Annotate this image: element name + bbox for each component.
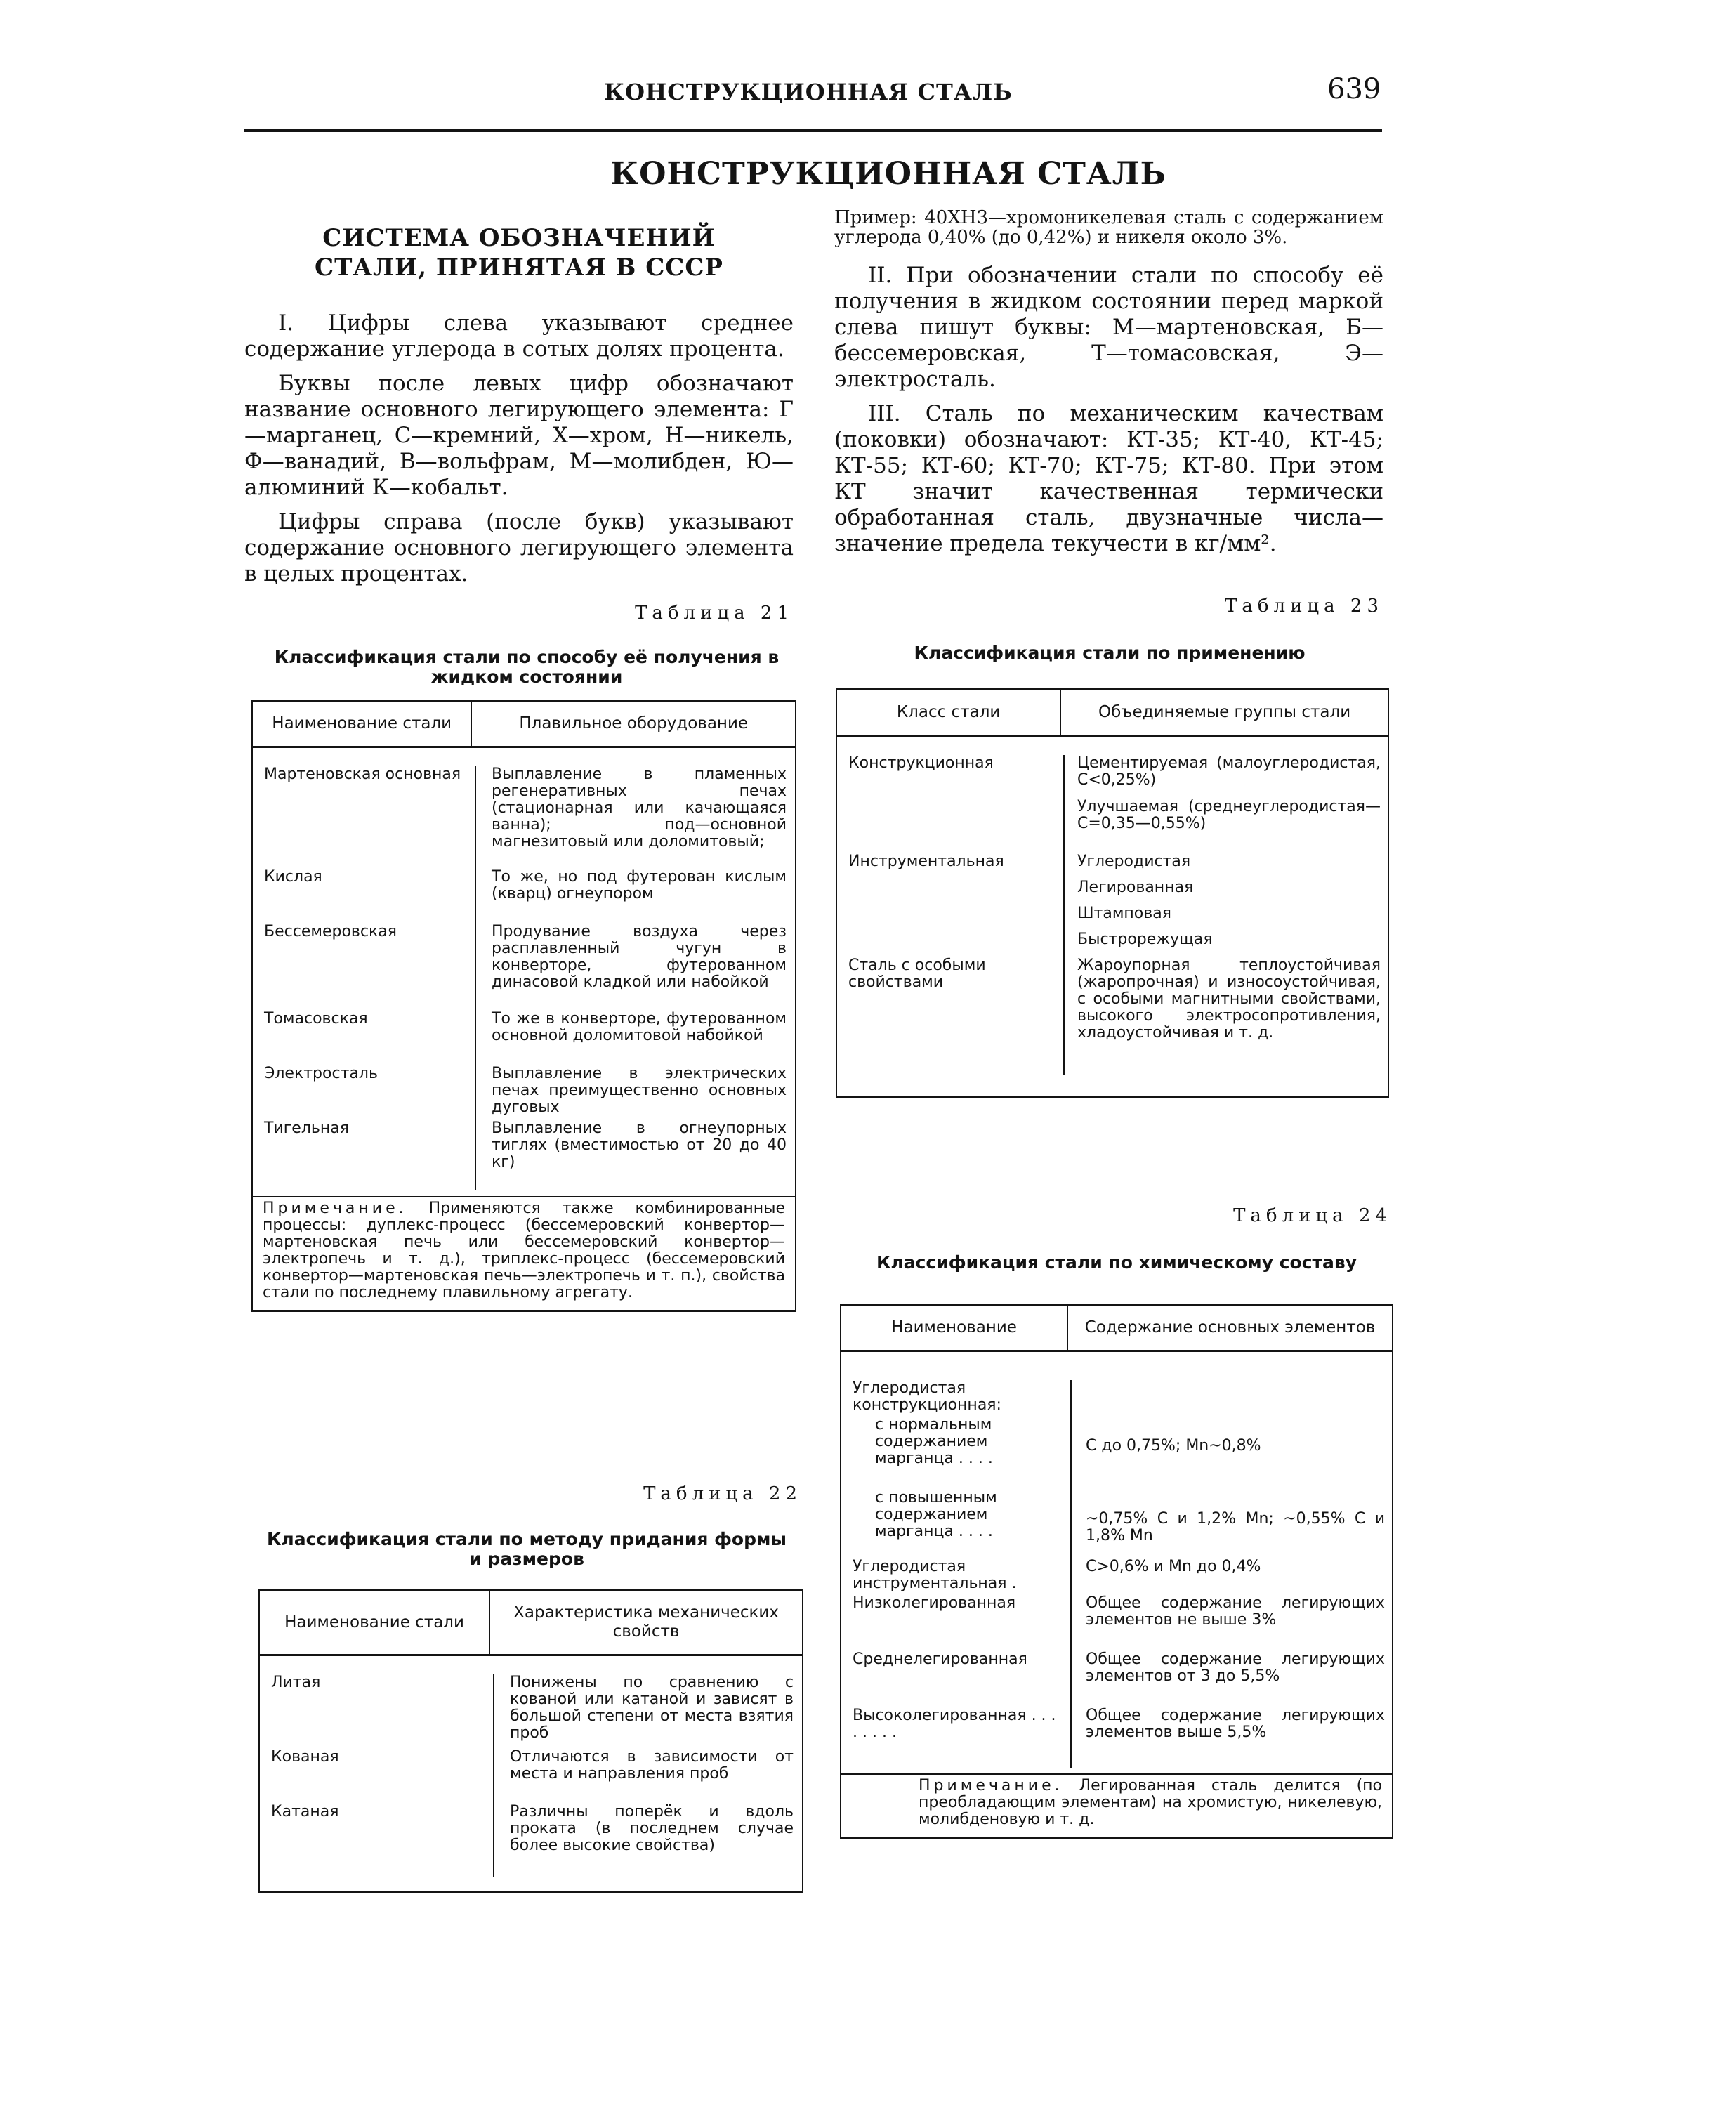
table-cell: с повышенным содержанием марганца . . . . bbox=[875, 1489, 997, 1540]
column-header: Объединяемые группы стали bbox=[1060, 690, 1388, 735]
table-cell: с нормальным содержанием марганца . . . . bbox=[875, 1416, 993, 1467]
table24 bbox=[840, 1304, 1393, 1839]
table-cell: Конструкционная bbox=[848, 754, 994, 772]
right-column-text bbox=[834, 263, 1383, 557]
name-column bbox=[837, 755, 1063, 1075]
value-column bbox=[1070, 1380, 1392, 1768]
table-cell: Легированная bbox=[1077, 879, 1194, 896]
left-column bbox=[244, 223, 794, 596]
section-title: СИСТЕМА ОБОЗНАЧЕНИЙ СТАЛИ, ПРИНЯТАЯ В СССР bbox=[315, 224, 723, 282]
table-cell: С>0,6% и Mn до 0,4% bbox=[1086, 1558, 1261, 1575]
running-title: КОНСТРУКЦИОННАЯ СТАЛЬ bbox=[604, 79, 1013, 105]
name-column bbox=[253, 766, 475, 1190]
table22 bbox=[258, 1589, 803, 1893]
table-cell: ~0,75% С и 1,2% Mn; ~0,55% С и 1,8% Mn bbox=[1086, 1510, 1385, 1544]
table-cell: Мартеновская основная bbox=[264, 766, 461, 783]
table-header bbox=[837, 690, 1388, 737]
table-cell: Улучшаемая (среднеуглеродистая—С=0,35—0,55%) bbox=[1077, 798, 1381, 832]
example-text: Пример: 40ХН3—хромоникелевая сталь с содержанием углерода 0,40% (до 0,42%) и никеля около 3%. bbox=[834, 207, 1383, 248]
table22-caption: Классификация стали по методу придания формы и размеров bbox=[266, 1529, 787, 1569]
table-cell: Низколегированная bbox=[853, 1594, 1016, 1612]
table-cell: Выплавление в огнеупорных тиглях (вместимостью от 20 до 40 кг) bbox=[492, 1120, 787, 1171]
column-header: Содержание основных элементов bbox=[1067, 1306, 1392, 1350]
value-column bbox=[475, 766, 794, 1190]
table-cell: Литая bbox=[271, 1674, 321, 1691]
table-cell: Цементируемая (малоуглеродистая, С<0,25%) bbox=[1077, 754, 1381, 789]
table21-number: Таблица 21 bbox=[635, 603, 794, 624]
column-header: Наименование bbox=[891, 1318, 1017, 1337]
note-label: Примечание. bbox=[919, 1777, 1063, 1794]
header-rule bbox=[244, 129, 1382, 132]
paragraph: II. При обозначении стали по способу её получения в жидком состоянии перед маркой слева пишут буквы: М—мартеновская, Б—бессемеровская, Т—томасовская, Э—электросталь. bbox=[834, 263, 1383, 392]
table-cell: Высоколегированная . . . . . . . . bbox=[853, 1707, 1056, 1741]
column-header: Класс стали bbox=[896, 703, 1001, 721]
table23-number: Таблица 23 bbox=[1225, 596, 1383, 617]
paragraph: I. Цифры слева указывают среднее содержание углерода в сотых долях процента. bbox=[244, 310, 794, 362]
page-title: КОНСТРУКЦИОННАЯ СТАЛЬ bbox=[610, 156, 1166, 192]
column-header: Наименование стали bbox=[284, 1613, 464, 1632]
table-note bbox=[253, 1196, 795, 1310]
table21-caption: Классификация стали по способу её получения в жидком состоянии bbox=[274, 647, 780, 687]
table-cell: Углеродистая инструментальная . bbox=[853, 1558, 1017, 1592]
table-cell: Тигельная bbox=[264, 1120, 349, 1137]
column-header: Наименование стали bbox=[272, 714, 452, 733]
table23 bbox=[836, 688, 1389, 1098]
table-cell bbox=[1072, 1380, 1392, 1417]
table-cell: Электросталь bbox=[264, 1065, 378, 1082]
table-cell: Отличаются в зависимости от места и направления проб bbox=[510, 1748, 794, 1783]
table-note bbox=[841, 1773, 1392, 1837]
name-column bbox=[841, 1380, 1070, 1768]
table-cell: Быстрорежущая bbox=[1077, 931, 1213, 948]
left-column-text bbox=[244, 310, 794, 587]
table-cell: Общее содержание легирующих элементов от 3 до 5,5% bbox=[1086, 1650, 1385, 1685]
table-header bbox=[253, 702, 795, 748]
paragraph: Буквы после левых цифр обозначают название основного легирующего элемента: Г—марганец, С—кремний, Х—хром, Н—никель, Ф—ванадий, В—вольфрам, М—молибден, Ю—алюминий К—кобальт. bbox=[244, 371, 794, 500]
table24-caption: Классификация стали по химическому составу bbox=[876, 1252, 1357, 1273]
table-cell: Углеродистая bbox=[1077, 853, 1191, 870]
table-cell: С до 0,75%; Mn~0,8% bbox=[1086, 1437, 1261, 1455]
table-body bbox=[841, 1352, 1392, 1773]
table-header bbox=[841, 1306, 1392, 1352]
table-cell: Жароупорная теплоустойчивая (жаропрочная) и износоустойчивая, с особыми магнитными свойствами, высокого электросопротивления, хладоустойчивая и т. д. bbox=[1077, 957, 1381, 1042]
table24-number: Таблица 24 bbox=[1233, 1205, 1392, 1226]
table-cell: Различны поперёк и вдоль проката (в последнем случае более высокие свойства) bbox=[510, 1803, 794, 1854]
table-cell: Инструментальная bbox=[848, 853, 1004, 870]
table-cell: Выплавление в электрических печах преимущественно основных дуговых bbox=[492, 1065, 787, 1116]
note-text: Применяются также комбинированные процессы: дуплекс-процесс (бессемеровский конвертор—мартеновская печь или бессемеровский конвертор—электропечь и т. д.), триплекс-процесс (бессемеровский конвертор—мартеновская печь—электропечь и т. п.), свойства стали по последнему плавильному агрегату. bbox=[263, 1200, 785, 1301]
paragraph: III. Сталь по механическим качествам (поковки) обозначают: КТ-35; КТ-40, КТ-45; КТ-55; КТ-60; КТ-70; КТ-75; КТ-80. При этом КТ значит качественная термически обработанная сталь, двузначные числа—значение предела текучести в кг/мм². bbox=[834, 401, 1383, 556]
table-cell: Томасовская bbox=[264, 1010, 368, 1028]
table-cell: Кованая bbox=[271, 1748, 339, 1766]
table23-caption: Классификация стали по применению bbox=[914, 643, 1306, 663]
table-cell: Сталь с особыми свойствами bbox=[848, 957, 986, 991]
table-header bbox=[260, 1591, 802, 1656]
table-body bbox=[253, 748, 795, 1196]
table-body bbox=[837, 737, 1388, 1096]
table21 bbox=[251, 700, 796, 1312]
table22-number: Таблица 22 bbox=[643, 1483, 802, 1504]
table-cell: Углеродистая конструкционная: bbox=[853, 1379, 1001, 1414]
note-label: Примечание. bbox=[263, 1200, 407, 1217]
table-cell: Общее содержание легирующих элементов выше 5,5% bbox=[1086, 1707, 1385, 1741]
column-header: Характеристика механических свойств bbox=[489, 1591, 802, 1654]
note-text: Легированная сталь делится (по преобладающим элементам) на хромистую, никелевую, молибденовую и т. д. bbox=[919, 1777, 1382, 1828]
column-header: Плавильное оборудование bbox=[471, 702, 795, 746]
page-number: 639 bbox=[1327, 73, 1381, 105]
table-cell: То же в конверторе, футерованном основной доломитовой набойкой bbox=[492, 1010, 787, 1044]
table-cell: Кислая bbox=[264, 868, 322, 886]
table-cell: Общее содержание легирующих элементов не выше 3% bbox=[1086, 1594, 1385, 1629]
table-cell: Понижены по сравнению с кованой или катаной и зависят в большой степени от места взятия проб bbox=[510, 1674, 794, 1742]
table-cell: Выплавление в пламенных регенеративных печах (стационарная или качающаяся ванна); под—основной магнезитовый или доломитовый; bbox=[492, 766, 787, 851]
table-cell: Штамповая bbox=[1077, 905, 1171, 922]
name-column bbox=[260, 1674, 493, 1877]
right-column bbox=[834, 208, 1383, 565]
table-body bbox=[260, 1656, 802, 1891]
table-cell: Среднелегированная bbox=[853, 1650, 1027, 1668]
value-column bbox=[1063, 755, 1388, 1075]
paragraph: Цифры справа (после букв) указывают содержание основного легирующего элемента в целых процентах. bbox=[244, 509, 794, 586]
table-cell: Бессемеровская bbox=[264, 923, 397, 940]
value-column bbox=[493, 1674, 801, 1877]
table-cell: То же, но под футерован кислым (кварц) огнеупором bbox=[492, 868, 787, 902]
table-cell: Катаная bbox=[271, 1803, 339, 1820]
table-cell: Продувание воздуха через расплавленный чугун в конверторе, футерованном динасовой кладкой или набойкой bbox=[492, 923, 787, 991]
